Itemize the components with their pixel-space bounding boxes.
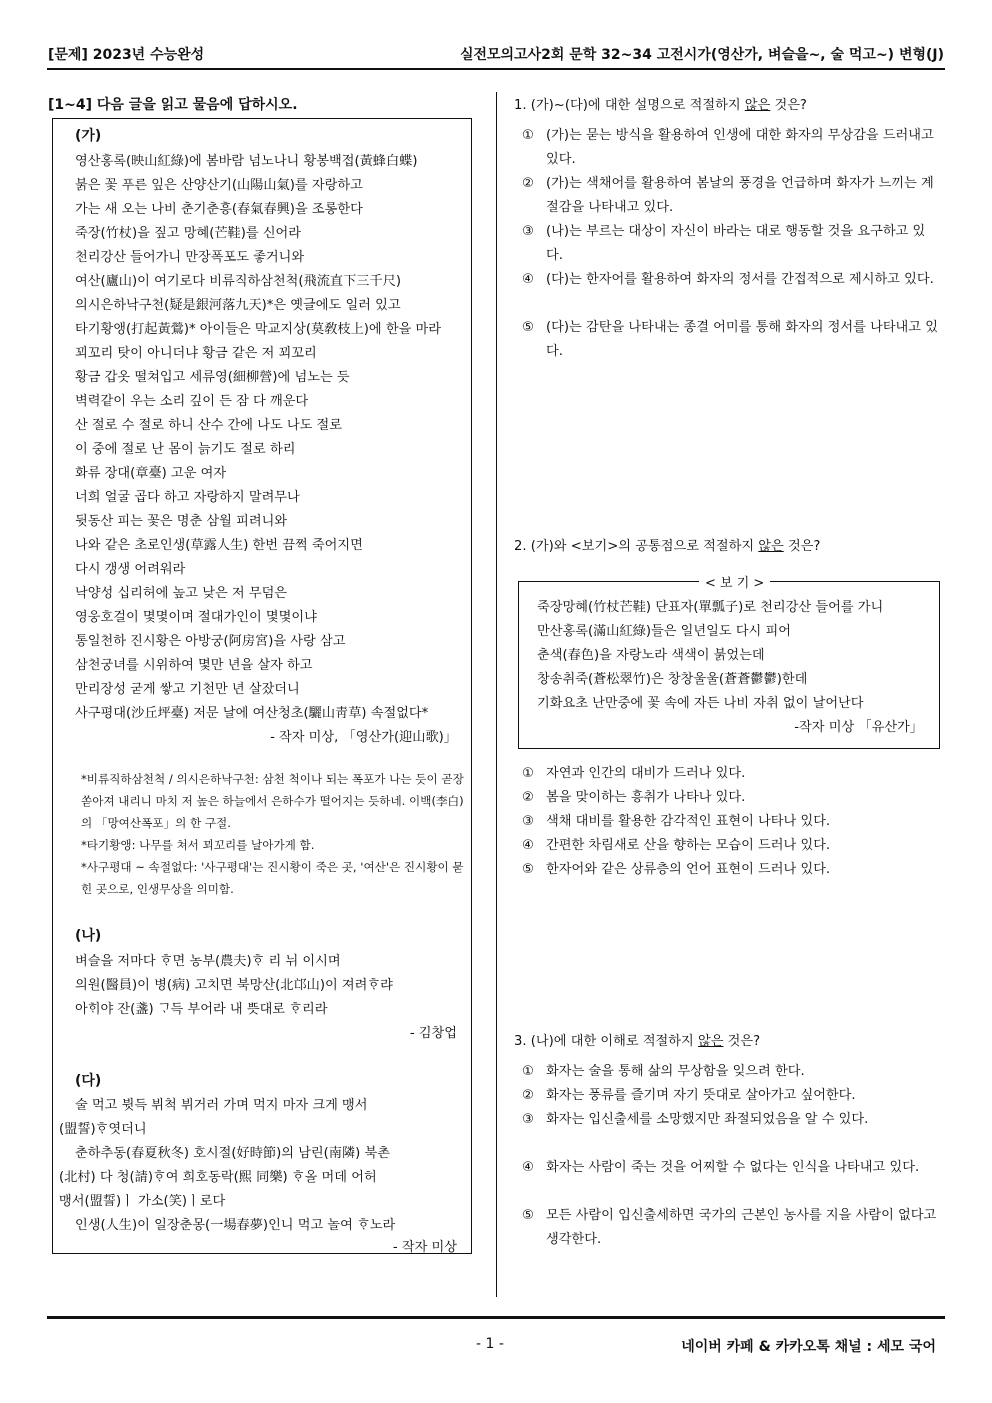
da-line: 맹서(盟誓)ㅣ 가소(笑)ㅣ로다 [59, 1194, 226, 1209]
ga-line: 이 중에 절로 난 몸이 늙기도 절로 하리 [75, 442, 296, 457]
ga-line: 붉은 꽃 푸른 잎은 산양산기(山陽山氣)를 자랑하고 [75, 178, 363, 193]
header-divider [47, 68, 945, 70]
q1-option-4[interactable]: ④ (다)는 한자어를 활용하여 화자의 정서를 간접적으로 제시하고 있다. [522, 272, 934, 287]
ga-line: 죽장(竹杖)을 짚고 망혜(芒鞋)를 신어라 [75, 226, 302, 241]
footnote-2: *타기황앵: 나무를 쳐서 꾀꼬리를 날아가게 함. [81, 838, 315, 852]
section-label-da: (다) [75, 1073, 102, 1089]
q2-option-1[interactable]: ① 자연과 인간의 대비가 드러나 있다. [522, 766, 746, 781]
bogi-line: 기화요초 난만중에 꽃 속에 자든 나비 자취 없이 날어난다 [537, 696, 864, 711]
page-number: - 1 - [476, 1336, 504, 1352]
bogi-box [518, 576, 940, 749]
ga-line: 천리강산 들어가니 만장폭포도 좋거니와 [75, 250, 305, 265]
ga-line: 다시 갱생 어려워라 [75, 562, 186, 577]
ga-line: 너희 얼굴 곱다 하고 자랑하지 말려무나 [75, 490, 300, 505]
q1-option-1[interactable]: ① (가)는 묻는 방식을 활용하여 인생에 대한 화자의 무상감을 드러내고 있다. [522, 128, 934, 167]
ga-line: 가는 새 오는 나비 춘기춘흥(春氣春興)을 조롱한다 [75, 202, 363, 217]
ga-line: 낙양성 십리허에 높고 낮은 저 무덤은 [75, 586, 288, 601]
ga-line: 사구평대(沙丘坪臺) 저문 날에 여산청초(驪山靑草) 속절없다* [75, 706, 429, 721]
q3-option-3[interactable]: ③ 화자는 입신출세를 소망했지만 좌절되었음을 알 수 있다. [522, 1112, 869, 1127]
q2-option-2[interactable]: ② 봄을 맞이하는 흥취가 나타나 있다. [522, 790, 746, 805]
bogi-line: 창송취죽(蒼松翠竹)은 창창울울(蒼蒼鬱鬱)한데 [537, 672, 808, 687]
instruction: [1~4] 다음 글을 읽고 물음에 답하시오. [48, 97, 298, 113]
da-line: (北村) 다 청(請)ᄒᆞ여 희호동락(熙 同樂) ᄒᆞ올 머데 어허 [59, 1170, 377, 1185]
footnote-3: *사구평대 ~ 속절없다: '사구평대'는 진시황이 죽은 곳, '여산'은 진시황이 묻힌 곳으로, 인생무상을 의미함. [81, 860, 464, 896]
ga-line: 화류 장대(章臺) 고운 여자 [75, 466, 227, 481]
q3-option-2[interactable]: ② 화자는 풍류를 즐기며 자기 뜻대로 살아가고 싶어한다. [522, 1088, 856, 1103]
ga-line: 황금 갑옷 떨쳐입고 세류영(細柳營)에 넘노는 듯 [75, 370, 350, 385]
section-label-ga: (가) [75, 128, 102, 144]
q3-option-4[interactable]: ④ 화자는 사람이 죽는 것을 어찌할 수 없다는 인식을 나타내고 있다. [522, 1160, 920, 1175]
da-source: - 작자 미상 [392, 1240, 457, 1255]
bogi-line: 춘색(春色)을 자랑노라 색색이 붉었는데 [537, 648, 765, 663]
ga-line: 뒷동산 피는 꽃은 명춘 삼월 피려니와 [75, 514, 288, 529]
ga-line: 영웅호걸이 몇몇이며 절대가인이 몇몇이냐 [75, 610, 317, 625]
ga-line: 여산(廬山)이 여기로다 비류직하삼천척(飛流直下三千尺) [75, 274, 401, 289]
ga-line: 만리장성 굳게 쌓고 기천만 년 살잤더니 [75, 682, 300, 697]
da-line: 인생(人生)이 일장춘몽(一場春夢)인니 먹고 놀여 ᄒᆞ노라 [75, 1218, 396, 1233]
ga-source: - 작자 미상, 「영산가(迎山歌)」 [270, 730, 457, 745]
da-line: 춘하추동(春夏秋冬) 호시절(好時節)의 남린(南隣) 북촌 [75, 1146, 391, 1161]
q3-option-5[interactable]: ⑤ 모든 사람이 입신출세하면 국가의 근본인 농사를 지을 사람이 없다고 생각한다. [522, 1208, 937, 1247]
ga-line: 타기황앵(打起黃鶯)* 아이들은 막교지상(莫敎枝上)에 한을 마라 [75, 322, 442, 337]
na-line: 아ᄒᆡ야 잔(盞) ᄀᆞ득 부어라 내 ᄠᅳᆺ대로 ᄒᆞ리라 [75, 1002, 328, 1017]
ga-line: 의시은하낙구천(疑是銀河落九天)*은 옛글에도 일러 있고 [75, 298, 401, 313]
q1-option-5[interactable]: ⑤ (다)는 감탄을 나타내는 종결 어미를 통해 화자의 정서를 나타내고 있다. [522, 320, 938, 359]
ga-line: 산 절로 수 절로 하니 산수 간에 나도 나도 절로 [75, 418, 343, 433]
ga-line: 삼천궁녀를 시위하여 몇만 년을 살자 하고 [75, 658, 313, 673]
column-divider [496, 92, 497, 1297]
ga-line: 꾀꼬리 탓이 아니더냐 황금 같은 저 꾀꼬리 [75, 346, 317, 361]
footnote-1: *비류직하삼천척 / 의시은하낙구천: 삼천 척이나 되는 폭포가 나는 듯이 곧장 쏟아져 내리니 마치 저 높은 하늘에서 은하수가 떨어지는 듯하네. 이백(李白)의 「망여산폭포」의 한 구절. [81, 772, 464, 830]
da-line: (盟誓)ᄒᆞ엿더니 [59, 1122, 147, 1137]
q2-option-4[interactable]: ④ 간편한 차림새로 산을 향하는 모습이 드러나 있다. [522, 838, 831, 853]
bogi-line: 죽장망혜(竹杖芒鞋) 단표자(單瓢子)로 천리강산 들어를 가니 [537, 600, 884, 615]
footnote [59, 768, 467, 900]
q2-option-3[interactable]: ③ 색채 대비를 활용한 감각적인 표현이 나타나 있다. [522, 814, 831, 829]
na-line: 의원(醫員)이 병(病) 고치면 북망산(北邙山)이 져려ᄒᆞ랴 [75, 978, 393, 993]
na-line: 벼슬을 저마다 ᄒᆞ면 농부(農夫)ᄒᆞ 리 뉘 이시며 [75, 954, 341, 969]
q3-option-1[interactable]: ① 화자는 술을 통해 삶의 무상함을 잊으려 한다. [522, 1064, 805, 1079]
ga-line: 영산홍록(映山紅綠)에 봄바람 넘노나니 황봉백접(黃蜂白蝶) [75, 154, 418, 169]
question-1-title: 1. (가)~(다)에 대한 설명으로 적절하지 않은 것은? [514, 98, 807, 113]
bogi-line: 만산홍록(滿山紅綠)들은 일년일도 다시 피어 [537, 624, 791, 639]
footer-credit: 네이버 카페 & 카카오톡 채널 : 세모 국어 [681, 1339, 936, 1355]
header-right-title: 실전모의고사2회 문학 32~34 고전시가(영산가, 벼슬을~, 술 먹고~) 변형(J) [459, 47, 944, 63]
q1-option-2[interactable]: ② (가)는 색채어를 활용하여 봄날의 풍경을 언급하며 화자가 느끼는 계절감을 나타내고 있다. [522, 176, 934, 215]
ga-line: 벽력같이 우는 소리 깊이 든 잠 다 깨운다 [75, 394, 309, 409]
ga-line: 통일천하 진시황은 아방궁(阿房宮)을 사랑 삼고 [75, 634, 346, 649]
passage-box [52, 118, 472, 1254]
footer-divider [47, 1316, 945, 1319]
na-source: - 김창업 [409, 1026, 457, 1041]
ga-line: 나와 같은 초로인생(草露人生) 한번 끔쩍 죽어지면 [75, 538, 363, 553]
section-label-na: (나) [75, 928, 102, 944]
q2-option-5[interactable]: ⑤ 한자어와 같은 상류층의 언어 표현이 드러나 있다. [522, 862, 831, 877]
bogi-title: < 보 기 > [699, 572, 770, 591]
bogi-source: -작자 미상 「유산가」 [794, 720, 923, 735]
header-left-title: [문제] 2023년 수능완성 [48, 47, 205, 63]
q1-option-3[interactable]: ③ (나)는 부르는 대상이 자신이 바라는 대로 행동할 것을 요구하고 있다. [522, 224, 926, 263]
question-3-title: 3. (나)에 대한 이해로 적절하지 않은 것은? [514, 1034, 761, 1049]
da-line: 술 먹고 뷧득 뷔척 뷔거러 가며 먹지 마자 크게 맹서 [75, 1098, 368, 1113]
question-2-title: 2. (가)와 <보기>의 공통점으로 적절하지 않은 것은? [514, 539, 821, 554]
